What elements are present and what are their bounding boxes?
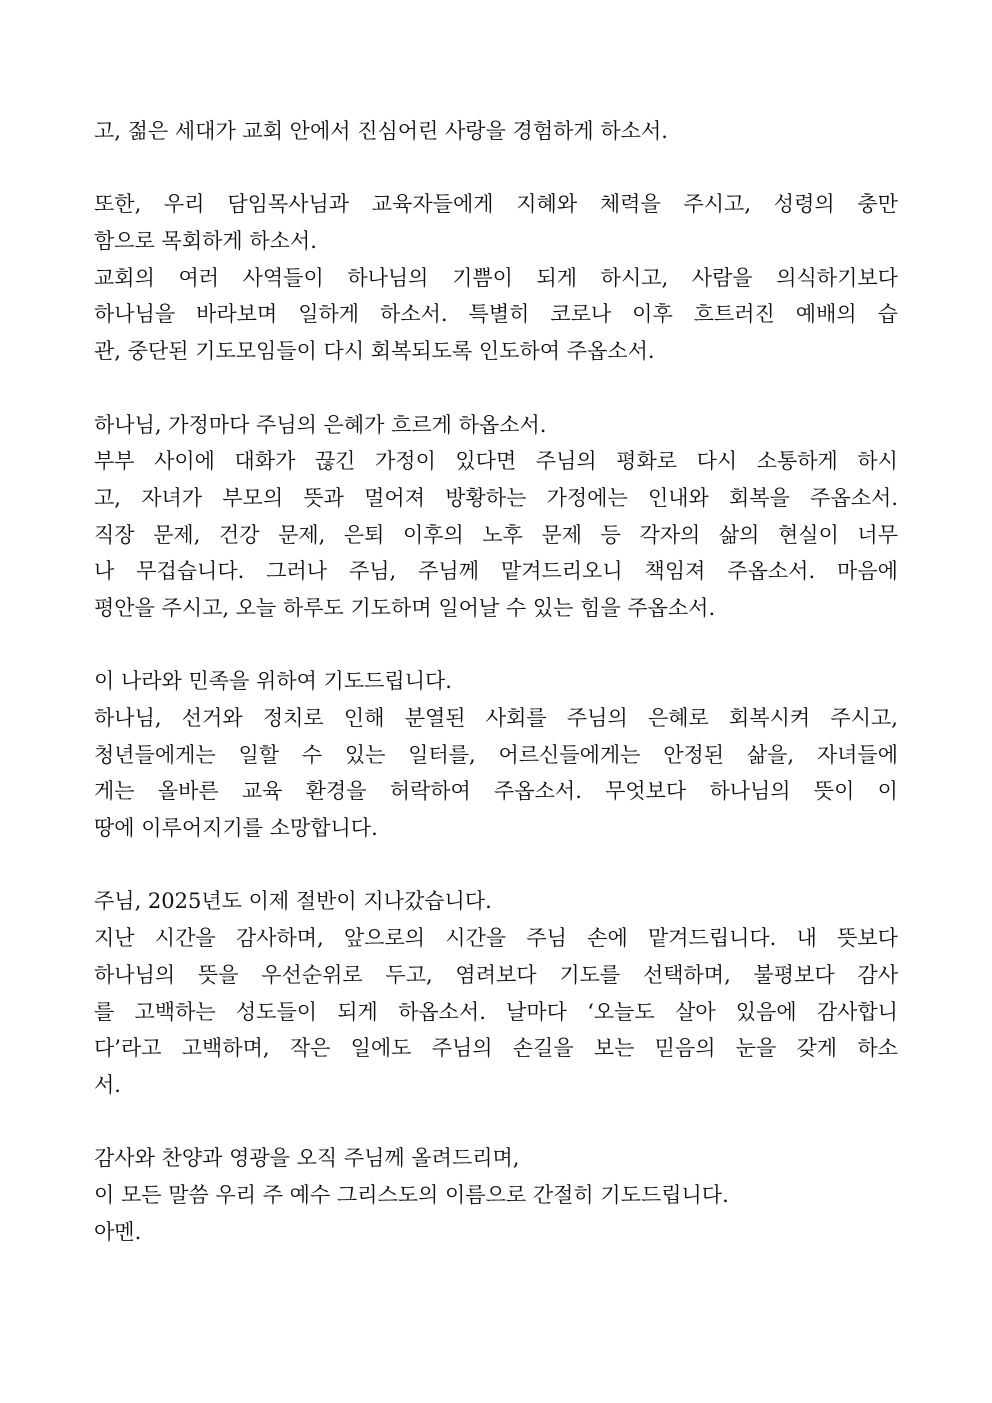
text-line: 고, 젊은 세대가 교회 안에서 진심어린 사랑을 경험하게 하소서. [94,119,668,143]
text-line: 고, 자녀가 부모의 뜻과 멀어져 방황하는 가정에는 인내와 회복을 주옵소서. [94,485,898,510]
paragraph [94,883,898,1103]
text-line: 땅에 이루어지기를 소망합니다. [94,816,378,841]
text-line: 주님, 2025년도 이제 절반이 지나갔습니다. [94,889,492,914]
text-line: 를 고백하는 성도들이 되게 하옵소서. 날마다 ‘오늘도 살아 있음에 감사합니 [94,999,898,1024]
text-line: 이 모든 말씀 우리 주 예수 그리스도의 이름으로 간절히 기도드립니다. [94,1182,729,1207]
paragraph-gap [94,150,898,187]
paragraph-gap [94,370,898,407]
text-line: 함으로 목회하게 하소서. [94,229,317,254]
text-line: 지난 시간을 감사하며, 앞으로의 시간을 주님 손에 맡겨드립니다. 내 뜻보다 [94,926,898,951]
paragraph [94,113,898,150]
text-line: 다’라고 고백하며, 작은 일에도 주님의 손길을 보는 믿음의 눈을 갖게 하소 [94,1036,898,1061]
paragraph [94,407,898,627]
text-line: 하나님, 가정마다 주님의 은혜가 흐르게 하옵소서. [94,412,547,437]
text-line: 청년들에게는 일할 수 있는 일터를, 어르신들에게는 안정된 삶을, 자녀들에 [94,742,898,767]
text-line: 아멘. [94,1219,142,1244]
text-line: 이 나라와 민족을 위하여 기도드립니다. [94,669,452,694]
paragraph-gap [94,1104,898,1141]
text-line: 하나님의 뜻을 우선순위로 두고, 염려보다 기도를 선택하며, 불평보다 감사 [94,962,898,987]
text-line: 부부 사이에 대화가 끊긴 가정이 있다면 주님의 평화로 다시 소통하게 하시 [94,449,898,474]
text-line: 관, 중단된 기도모임들이 다시 회복되도록 인도하여 주옵소서. [94,339,655,364]
text-line: 평안을 주시고, 오늘 하루도 기도하며 일어날 수 있는 힘을 주옵소서. [94,595,716,620]
text-line: 직장 문제, 건강 문제, 은퇴 이후의 노후 문제 등 각자의 삶의 현실이 너무 [94,522,898,547]
text-line: 게는 올바른 교육 환경을 허락하여 주옵소서. 무엇보다 하나님의 뜻이 이 [94,779,898,804]
text-line: 하나님, 선거와 정치로 인해 분열된 사회를 주님의 은혜로 회복시켜 주시고, [94,706,898,730]
paragraph [94,1140,898,1250]
text-line: 나 무겁습니다. 그러나 주님, 주님께 맡겨드리오니 책임져 주옵소서. 마음에 [94,559,898,584]
text-line: 서. [94,1072,121,1097]
text-line: 또한, 우리 담임목사님과 교육자들에게 지혜와 체력을 주시고, 성령의 충만 [94,192,898,217]
text-line: 감사와 찬양과 영광을 오직 주님께 올려드리며, [94,1146,520,1171]
paragraph-gap [94,847,898,884]
text-line: 교회의 여러 사역들이 하나님의 기쁨이 되게 하시고, 사람을 의식하기보다 [94,265,898,290]
document-page [94,113,898,1250]
text-line: 하나님을 바라보며 일하게 하소서. 특별히 코로나 이후 흐트러진 예배의 습 [94,302,898,327]
paragraph [94,186,898,369]
paragraph [94,663,898,846]
paragraph-gap [94,627,898,664]
